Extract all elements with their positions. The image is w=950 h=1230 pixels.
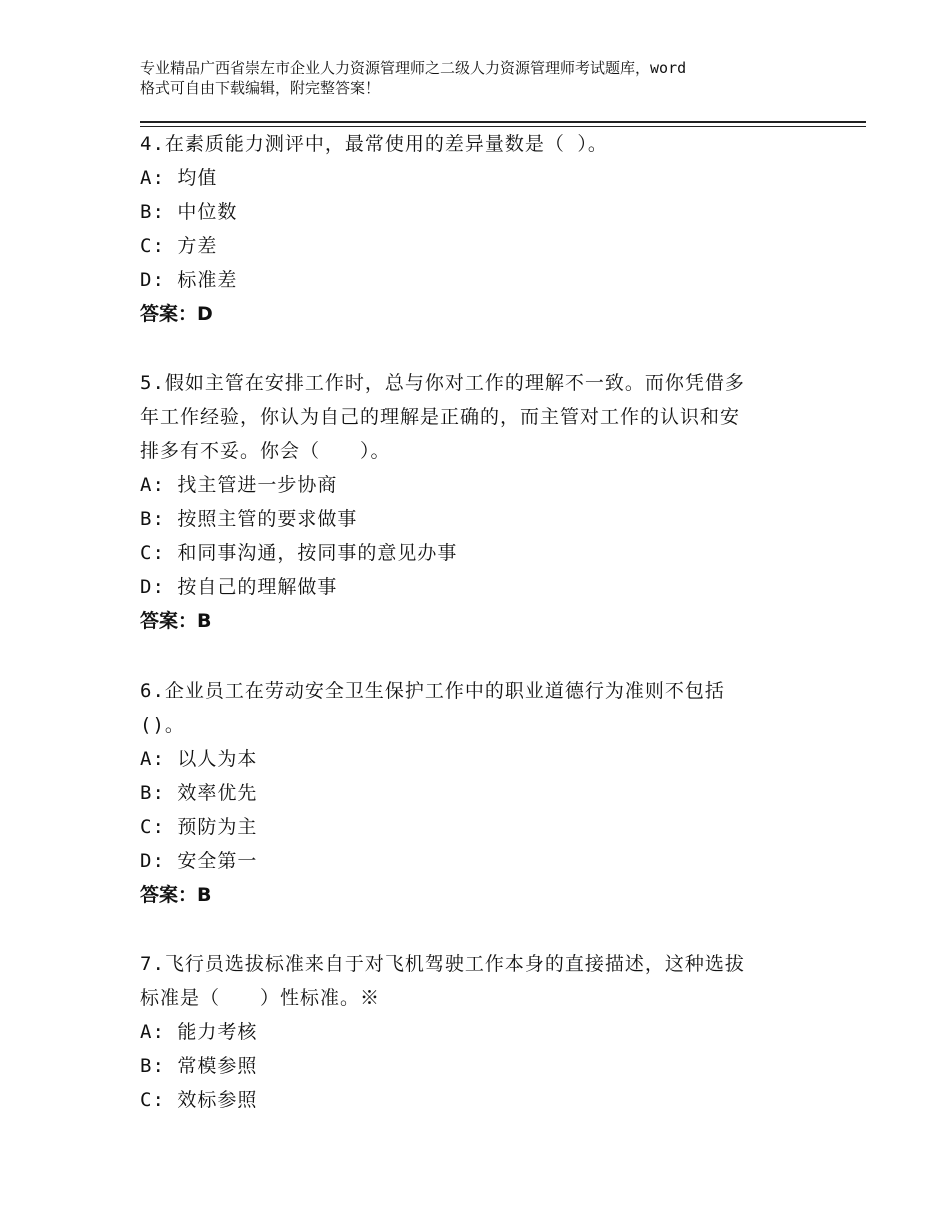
option-b: B: 常模参照 xyxy=(140,1055,258,1077)
option-c: C: 方差 xyxy=(140,235,218,257)
option-a: A: 均值 xyxy=(140,167,218,189)
option-a: A: 以人为本 xyxy=(140,748,258,770)
option-c: C: 预防为主 xyxy=(140,816,258,838)
option-c: C: 和同事沟通，按同事的意见办事 xyxy=(140,542,458,564)
option-b: B: 效率优先 xyxy=(140,782,258,804)
question-6 xyxy=(140,674,840,912)
question-4 xyxy=(140,127,840,331)
option-c: C: 效标参照 xyxy=(140,1089,258,1111)
option-b: B: 按照主管的要求做事 xyxy=(140,508,358,530)
question-stem-line-3: 排多有不妥。你会（ ）。 xyxy=(140,440,391,462)
header-line-2: 格式可自由下载编辑，附完整答案！ xyxy=(140,79,381,97)
question-stem-line-2: ()。 xyxy=(140,714,185,736)
header-rule-thick xyxy=(140,121,866,123)
document-header xyxy=(140,58,840,98)
option-d: D: 标准差 xyxy=(140,269,238,291)
question-stem-line-1: 5.假如主管在安排工作时，总与你对工作的理解不一致。而你凭借多 xyxy=(140,372,745,394)
header-line-1: 专业精品广西省崇左市企业人力资源管理师之二级人力资源管理师考试题库，word xyxy=(140,59,687,77)
question-stem-line-2: 年工作经验，你认为自己的理解是正确的，而主管对工作的认识和安 xyxy=(140,406,741,428)
option-d: D: 按自己的理解做事 xyxy=(140,576,338,598)
option-a: A: 能力考核 xyxy=(140,1021,258,1043)
answer: 答案：B xyxy=(140,884,212,906)
question-7 xyxy=(140,947,840,1117)
option-a: A: 找主管进一步协商 xyxy=(140,474,338,496)
question-stem-line-2: 标准是（ ）性标准。※ xyxy=(140,987,381,1009)
question-5 xyxy=(140,366,840,638)
question-stem-line-1: 6.企业员工在劳动安全卫生保护工作中的职业道德行为准则不包括 xyxy=(140,680,725,702)
option-d: D: 安全第一 xyxy=(140,850,258,872)
answer: 答案：D xyxy=(140,303,213,325)
answer: 答案：B xyxy=(140,610,212,632)
option-b: B: 中位数 xyxy=(140,201,238,223)
question-stem-line-1: 7.飞行员选拔标准来自于对飞机驾驶工作本身的直接描述，这种选拔 xyxy=(140,953,745,975)
question-stem: 4.在素质能力测评中，最常使用的差异量数是（ ）。 xyxy=(140,133,608,155)
